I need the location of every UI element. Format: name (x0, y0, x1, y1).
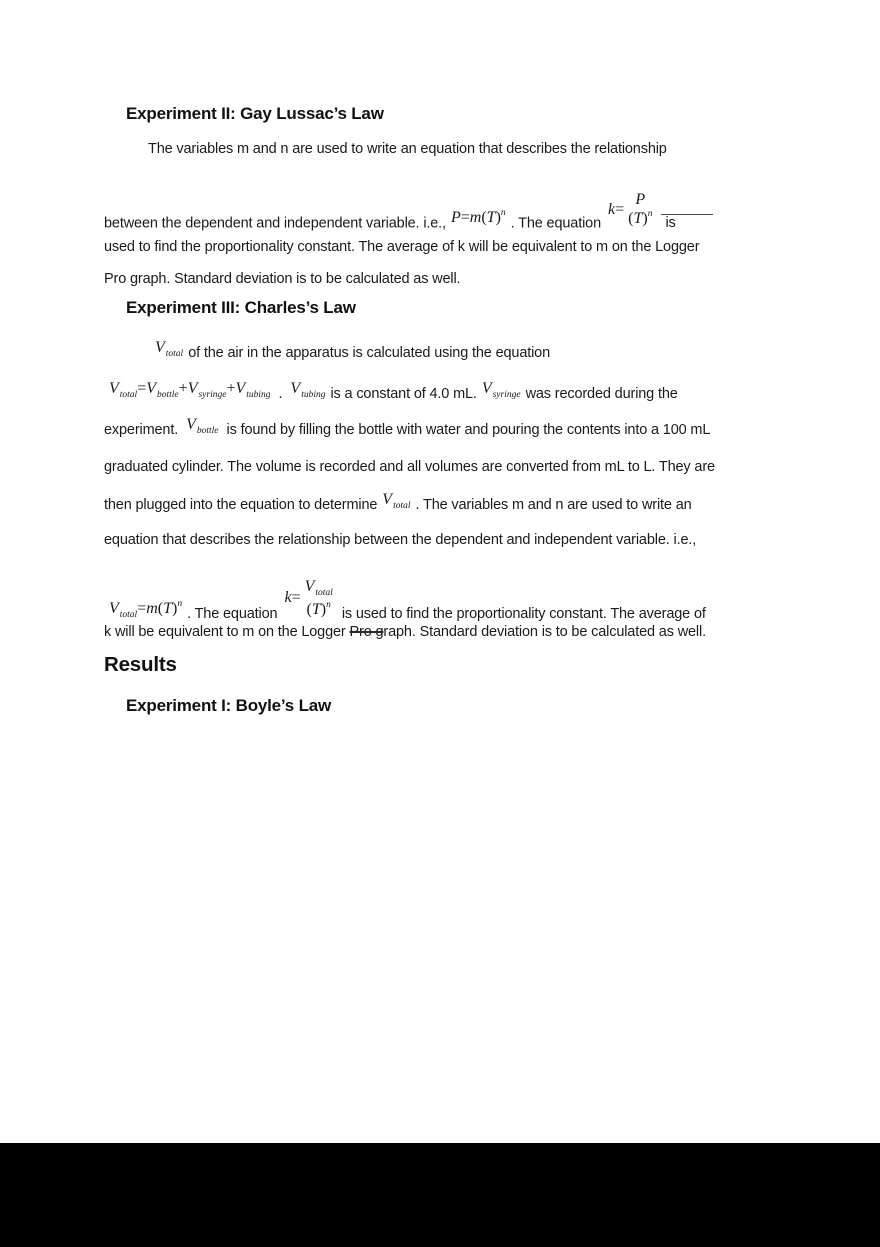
heading-experiment-2: Experiment II: Gay Lussac’s Law (126, 104, 384, 123)
inline-equation-V-tubing: $V_{tubing}$ (290, 380, 326, 400)
heading-experiment-3: Experiment III: Charles’s Law (126, 298, 356, 317)
fraction-denominator: $(T)^n$ (628, 209, 653, 227)
paragraph-line: The variables m and n are used to write an equation that describes the relationship (148, 141, 667, 157)
math-plus: + (226, 380, 236, 397)
math-V-syringe: $V_{syringe}$ (187, 380, 227, 400)
math-rparen: ) (172, 600, 178, 618)
math-V-total: $V_{total}$ (109, 380, 138, 400)
inline-equation-V-total: $V_{total}$ (382, 491, 411, 511)
heading-results: Results (104, 653, 177, 676)
fraction-denominator: $(T)^n$ (306, 599, 331, 618)
math-lparen: ( (157, 600, 164, 618)
paragraph-line (104, 622, 706, 642)
math-var-P: P (450, 209, 461, 227)
paragraph-text: is found by filling the bottle with water and pouring the contents into a 100 mL (226, 422, 711, 438)
math-var-T: T (163, 600, 173, 618)
math-var-m: m (469, 209, 482, 227)
paragraph-line (104, 491, 692, 521)
inline-equation-V-bottle: $V_{bottle}$ (186, 416, 219, 436)
inline-equation-Vtotal-equals-mTn (109, 594, 182, 625)
math-lparen: ( (481, 209, 487, 227)
paragraph-line (104, 380, 678, 410)
math-V-tubing: $V_{tubing}$ (235, 380, 271, 400)
paragraph-text: k will be equivalent to m on the Logger (104, 624, 350, 640)
bottom-black-band (0, 1143, 880, 1247)
separator-period: . (278, 386, 283, 402)
paragraph-text: raph. Standard deviation is to be calculated as well. (383, 624, 706, 640)
struck-through-text: Pro g (349, 624, 384, 640)
math-V-bottle: $V_{bottle}$ (146, 380, 179, 400)
paragraph-text: . The variables m and n are used to write an (415, 497, 692, 513)
paragraph-text: of the air in the apparatus is calculated using the equation (188, 345, 551, 361)
fraction-equation-k-Vtotal-over-Tn (284, 578, 334, 619)
paragraph-text: then plugged into the equation to determine (104, 497, 378, 513)
paragraph-text: is used to find the proportionality constant. The average of (341, 606, 706, 623)
math-V-total: $V_{total}$ (109, 600, 138, 621)
paragraph-line (150, 339, 551, 369)
paragraph-line: Pro graph. Standard deviation is to be calculated as well. (104, 271, 461, 287)
paragraph-text: between the dependent and independent variable. i.e., (104, 215, 446, 232)
math-rparen: ) (495, 209, 501, 227)
fraction-column (626, 191, 654, 228)
math-equals: = (137, 600, 147, 618)
inline-equation-V-total (155, 338, 183, 364)
fraction-numerator: P (635, 191, 646, 208)
inline-equation-Vtotal-sum (109, 379, 271, 405)
paragraph-text: is a constant of 4.0 mL. (330, 386, 477, 402)
math-plus: + (178, 380, 188, 397)
paragraph-text: was recorded during the (525, 386, 678, 402)
paragraph-text: . The equation (187, 606, 278, 623)
paragraph-line (104, 416, 711, 446)
math-var-T: T (486, 209, 496, 227)
paragraph-line: graduated cylinder. The volume is recorded and all volumes are converted from mL to L. They are (104, 459, 715, 475)
paragraph-text: . The equation (510, 215, 601, 232)
math-var-V: V (155, 339, 165, 356)
math-subscript-total: total (165, 349, 184, 359)
math-k-equals: k= (608, 200, 625, 218)
inline-equation-P-equals-mTn (451, 203, 506, 228)
fraction-numerator: $V_{total}$ (304, 578, 333, 598)
paragraph-line: equation that describes the relationship between the dependent and independent variable. i.e., (104, 532, 697, 548)
math-equals: = (137, 380, 147, 397)
math-equals: = (460, 209, 470, 227)
math-exponent-n: n (500, 208, 506, 219)
math-exponent-n: n (177, 599, 183, 610)
heading-experiment-1: Experiment I: Boyle’s Law (126, 696, 332, 715)
fraction-equation-k-P-over-Tn (608, 191, 654, 228)
math-var-m: m (146, 600, 158, 618)
math-k-equals: k= (284, 589, 301, 607)
fraction-column (303, 578, 335, 619)
paragraph-text: experiment. (104, 422, 179, 438)
inline-equation-V-syringe: $V_{syringe}$ (481, 380, 521, 400)
paragraph-line: used to find the proportionality constant. The average of k will be equivalent to m on the Logger (104, 239, 700, 255)
overlined-word-is: is (665, 215, 676, 232)
